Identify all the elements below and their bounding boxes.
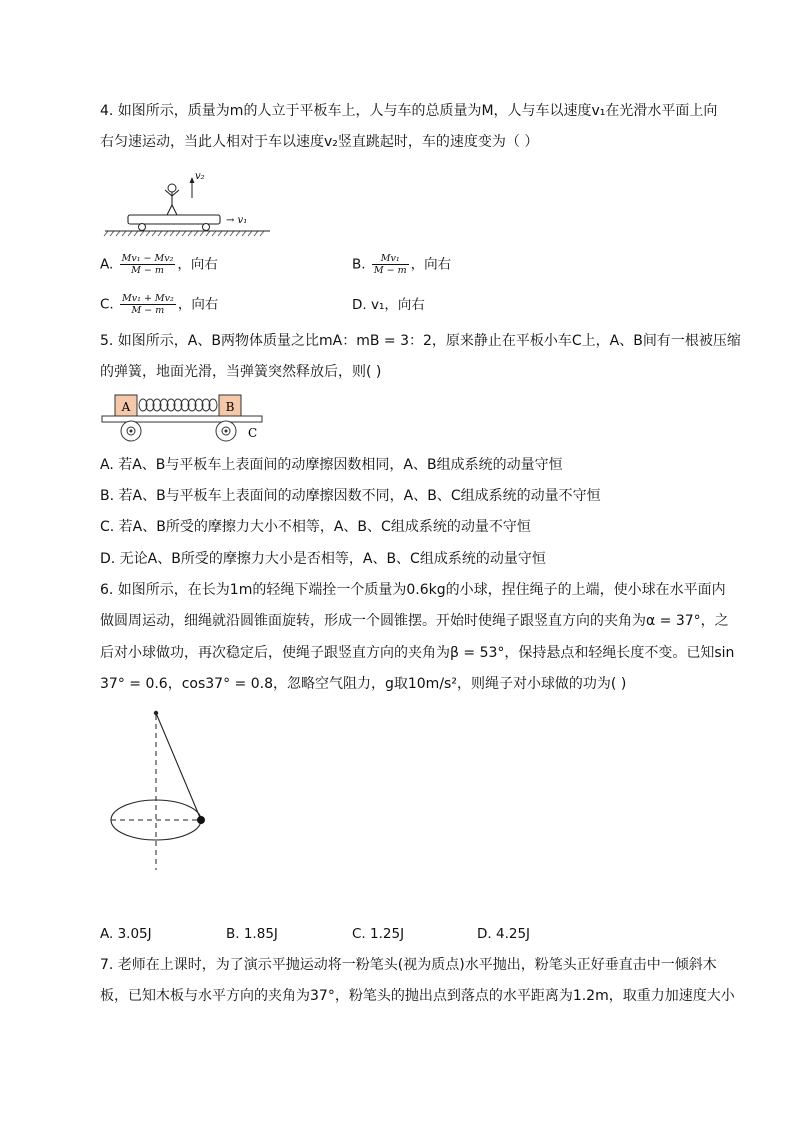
- q6-option-d[interactable]: D. 4.25J: [477, 926, 531, 942]
- q4-option-b-numerator: Mv₁: [372, 253, 409, 265]
- q4-option-a-numerator: Mv₁ − Mv₂: [121, 253, 174, 264]
- q4-option-c-label: C.: [100, 296, 114, 313]
- q6-option-b[interactable]: B. 1.85J: [226, 926, 278, 942]
- q6-option-c[interactable]: C. 1.25J: [352, 926, 405, 942]
- q4-option-a-direction: ，向右: [177, 256, 218, 273]
- q4-option-c-denominator: M − m: [131, 305, 165, 316]
- q4-option-c-numerator: Mv₁ + Mv₂: [122, 293, 174, 304]
- q4-option-a-fraction: [120, 253, 176, 276]
- q5-option-d[interactable]: D. 无论A、B所受的摩擦力大小是否相等，A、B、C组成系统的动量守恒: [100, 551, 546, 567]
- q6-option-a[interactable]: A. 3.05J: [100, 926, 152, 942]
- q4-option-b-fraction: [372, 253, 409, 276]
- q4-option-b-label: B.: [352, 256, 366, 273]
- q4-option-b[interactable]: [352, 253, 451, 276]
- q4-stem-line1: 4. 如图所示，质量为m的人立于平板车上，人与车的总质量为M，人与车以速度v₁在光滑水平面上向: [100, 103, 718, 119]
- q4-option-c-direction: ，向右: [177, 296, 219, 313]
- q6-stem-line1: 6. 如图所示，在长为1m的轻绳下端拴一个质量为0.6kg的小球，捏住绳子的上端，使小球在水平面内: [100, 582, 726, 598]
- q5-option-c[interactable]: C. 若A、B所受的摩擦力大小不相等，A、B、C组成系统的动量不守恒: [100, 519, 531, 535]
- q4-option-a-denominator: M − m: [131, 265, 164, 276]
- q6-conical-pendulum-figure: [105, 706, 215, 874]
- q5-fig-cart-c-label: C: [248, 426, 258, 440]
- q7-stem-line1: 7. 老师在上课时，为了演示平抛运动将一粉笔头(视为质点)水平抛出，粉笔头正好垂直击中一倾斜木: [100, 957, 717, 973]
- q6-stem-line2: 做圆周运动，细绳就沿圆锥面旋转，形成一个圆锥摆。开始时使绳子跟竖直方向的夹角为α = 37°，之: [100, 613, 729, 629]
- q6-stem-line3: 后对小球做功，再次稳定后，使绳子跟竖直方向的夹角为β = 53°，保持悬点和轻绳长度不变。已知sin: [100, 645, 735, 661]
- q4-option-a-label: A.: [100, 256, 114, 273]
- q5-fig-block-a-label: A: [121, 400, 131, 414]
- q4-option-c[interactable]: [100, 293, 218, 316]
- q4-option-c-fraction: [120, 293, 176, 316]
- q5-option-a[interactable]: A. 若A、B与平板车上表面间的动摩擦因数相同，A、B组成系统的动量守恒: [100, 457, 563, 473]
- q4-cart-figure: [100, 165, 280, 237]
- q5-option-b[interactable]: B. 若A、B与平板车上表面间的动摩擦因数不同，A、B、C组成系统的动量不守恒: [100, 488, 601, 504]
- q7-stem-line2: 板，已知木板与水平方向的夹角为37°，粉笔头的抛出点到落点的水平距离为1.2m，取重力加速度大小: [100, 988, 735, 1004]
- q4-fig-v1-label: → v₁: [226, 215, 248, 226]
- q5-stem-line1: 5. 如图所示，A、B两物体质量之比mA：mB = 3：2，原来静止在平板小车C上，A、B间有一根被压缩: [100, 333, 741, 349]
- q5-fig-block-b-label: B: [225, 400, 235, 414]
- q4-option-a[interactable]: [100, 253, 218, 276]
- q4-stem-line2: 右匀速运动，当此人相对于车以速度v₂竖直跳起时，车的速度变为（ ）: [100, 134, 539, 150]
- q4-option-d[interactable]: D. v₁，向右: [352, 297, 425, 313]
- q6-stem-line4: 37° = 0.6，cos37° = 0.8，忽略空气阻力，g取10m/s²，则绳子对小球做的功为( ): [100, 676, 627, 692]
- q5-stem-line2: 的弹簧，地面光滑，当弹簧突然释放后，则( ): [100, 364, 382, 380]
- q5-cart-spring-figure: [100, 392, 270, 444]
- q4-option-b-direction: ，向右: [410, 256, 452, 273]
- q4-fig-v2-label: v₂: [195, 171, 205, 182]
- q4-option-b-denominator: M − m: [373, 265, 407, 276]
